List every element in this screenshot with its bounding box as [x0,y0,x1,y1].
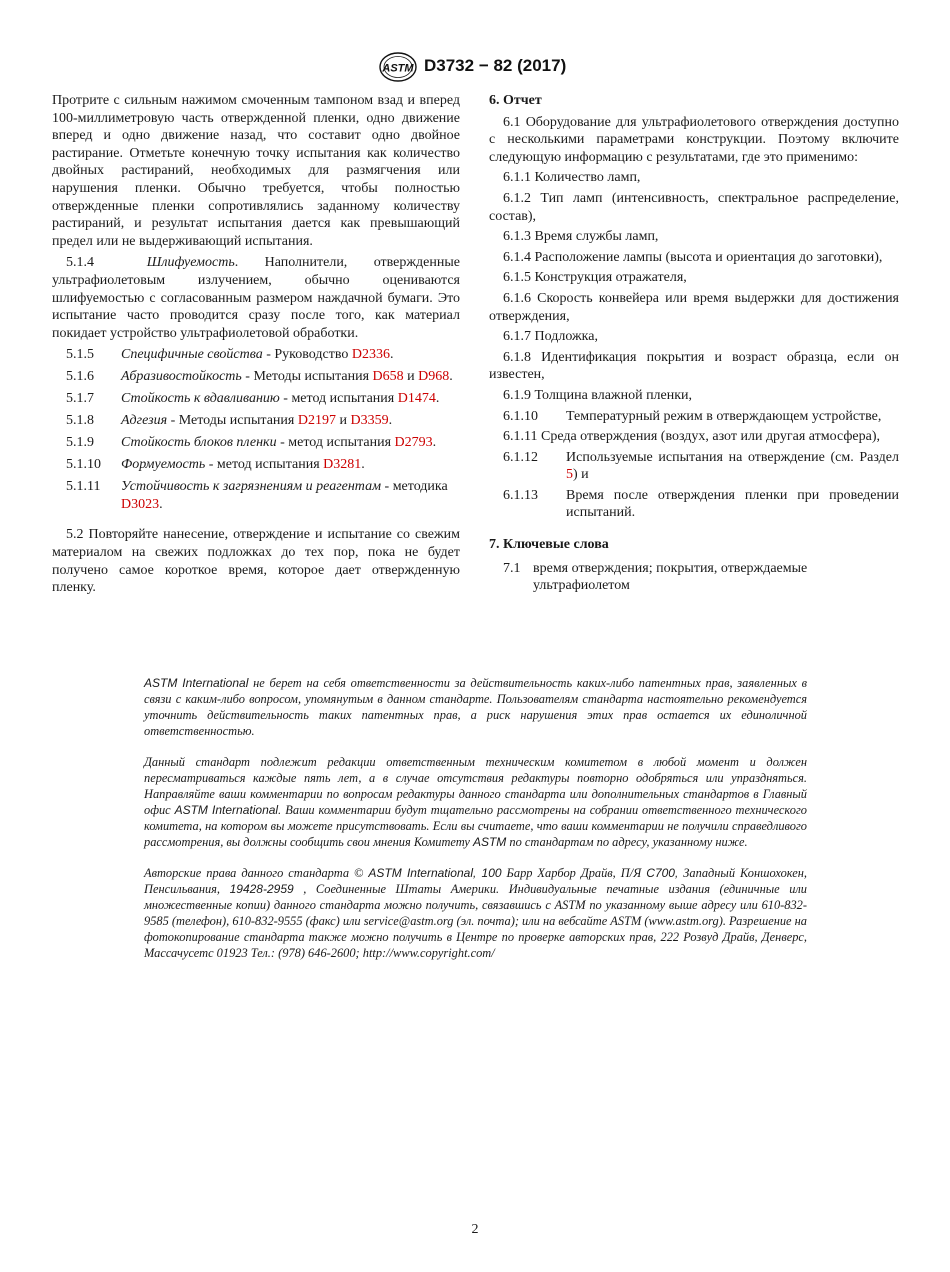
svg-text:ASTM: ASTM [382,62,414,75]
right-column [489,92,899,595]
standard-link[interactable]: D968 [418,369,450,385]
section-6-heading: 6. Отчет [489,93,542,108]
item-6-1-1: 6.1.1 Количество ламп, [503,170,641,186]
item-6-1-3: 6.1.3 Время службы ламп, [503,229,659,245]
standard-link[interactable]: D3281 [323,457,362,473]
page-number: 2 [471,1222,479,1237]
copyright-notice: Авторские права данного стандарта © ASTM International, 100 Барр Харбор Драйв, П/Я C700, Западный Коншохокен, Пенсильвания, 19428-2959 , Соединенные Штаты Америки. Индивидуальные печатные издания (единичные или множественные копии) данного стандарта можно получить, связавшись с ASTM по указанному выше адресу или 610-832-9585 (телефон), 610-832-9555 (факс) или service@astm.org (эл. почта); или на вебсайте ASTM (www.astm.org). Разрешение на фотокопирование стандарта также можно получить в Центре по проверке авторских прав, 222 Розвуд Драйв, Денверс, Массачусетс 01923 Тел.: (978) 646-2600; http://www.copyright.com/ [144,866,808,960]
astm-logo-icon [379,52,417,82]
item-6-1-8: 6.1.8 Идентификация покрытия и возраст образца, если он известен, [489,349,899,383]
item-6-1-4: 6.1.4 Расположение лампы (высота и ориентация до заготовки), [503,249,883,265]
standard-link[interactable]: D2336 [351,347,390,363]
patent-notice: ASTM International не берет на себя ответственности за действительность каких-либо патентных прав, заявленных в связи с каким-либо вопросом, упомянутым в данном стандарте. Пользователям стандарта настоятельно рекомендуется уточнить действительность таких патентных прав, а риск нарушения этих прав остается их единоличной ответственностью. [144,676,807,738]
section-5-1-4: 5.1.4 Шлифуемость. Наполнители, отвержденные ультрафиолетовым излучением, обычно оцениваются шлифуемостью с согласованным размером наждачной бумаги. Это испытание часто проводится сразу после того, как материал покидает устройство ультрафиолетовой обработки. [52,255,460,341]
standard-link[interactable]: D2197 [297,413,336,429]
section-7-heading: 7. Ключевые слова [489,537,609,553]
standard-link[interactable]: D3023 [121,497,160,513]
paragraph-intro: Протрите с сильным нажимом смоченным тампоном взад и вперед 100-миллиметровую часть отвержденной пленки, одно движение вперед и одно движение назад, что составит одно двойное растирание. Отметьте конечную точку испытания как количество двойных растираний, необходимых для размягчения или нарушения пленки. Обычно требуется, чтобы полностью отвержденные пленки сопротивлялись заданному количеству растираний, и результат испытания дается как превышающий предел или не выдерживающий испытания. [52,93,460,249]
standard-link[interactable]: D1474 [397,391,436,407]
item-6-1-12: 6.1.12 Используемые испытания на отверждение (см. Раздел 5) и [503,449,899,483]
item-7-1: 7.1 время отверждения; покрытия, отверждаемые ультрафиолетом [503,560,808,594]
item-6-1-13: 6.1.13 Время после отверждения пленки при проведении испытаний. [503,487,899,521]
list-item: 5.1.8 Адгезия - Методы испытания D2197 и D3359. [66,413,393,429]
item-6-1-10: 6.1.10 Температурный режим в отверждающем устройстве, [503,408,882,424]
list-item: 5.1.6 Абразивостойкость - Методы испытания D658 и D968. [66,369,453,385]
legal-notes [144,675,807,976]
revision-notice: Данный стандарт подлежит редакции ответственным техническим комитетом в любой момент и должен пересматриваться каждые пять лет, а в случае отсутствия редактуры повторно одобряться или упраздняться. Направляйте ваши комментарии по вопросам редактуры данного стандарта или дополнительных стандартов в Главный офис ASTM International. Ваши комментарии будут тщательно рассмотрены на собрании ответственного технического комитета, на котором вы можете присутствовать. Если вы считаете, что ваши комментарии не получили справедливого рассмотрения, вы должны сообщить свои мнения Комитету ASTM по стандартам по адресу, указанному ниже. [144,755,807,849]
list-item: 5.1.5 Специфичные свойства - Руководство D2336. [66,347,394,363]
item-6-1-7: 6.1.7 Подложка, [503,329,598,345]
list-item: 5.1.10 Формуемость - метод испытания D3281. [66,457,365,473]
section-6-1: 6.1 Оборудование для ультрафиолетового отверждения доступно с несколькими параметрами конструкции. Поэтому включите следующую информацию с результатами, где это применимо: [489,114,899,165]
standard-link[interactable]: D2793 [394,435,433,451]
item-6-1-5: 6.1.5 Конструкция отражателя, [503,270,687,286]
item-6-1-11: 6.1.11 Среда отверждения (воздух, азот или другая атмосфера), [503,429,880,445]
page-header [0,52,950,84]
item-6-1-9: 6.1.9 Толщина влажной пленки, [503,387,693,403]
section-5-2: 5.2 Повторяйте нанесение, отверждение и испытание со свежим материалом на свежих подложках до тех пор, пока не будет получено самое короткое время, которое дает отвержденную пленку. [52,527,460,596]
item-6-1-6: 6.1.6 Скорость конвейера или время выдержки для достижения отверждения, [489,290,899,324]
list-item: 5.1.9 Стойкость блоков пленки - метод испытания D2793. [66,435,437,451]
section-5-link[interactable]: 5 [566,467,573,483]
section-5-1-list [52,346,460,514]
standard-link[interactable]: D658 [372,369,404,385]
left-column [52,92,460,597]
item-6-1-2: 6.1.2 Тип ламп (интенсивность, спектральное распределение, состав), [489,190,899,224]
list-item: 5.1.7 Стойкость к вдавливанию - метод испытания D1474. [66,391,440,407]
document-number: D3732 − 82 (2017) [424,56,567,75]
list-item: 5.1.11 Устойчивость к загрязнениям и реагентам - методика D3023. [66,479,448,513]
standard-link[interactable]: D3359 [350,413,389,429]
